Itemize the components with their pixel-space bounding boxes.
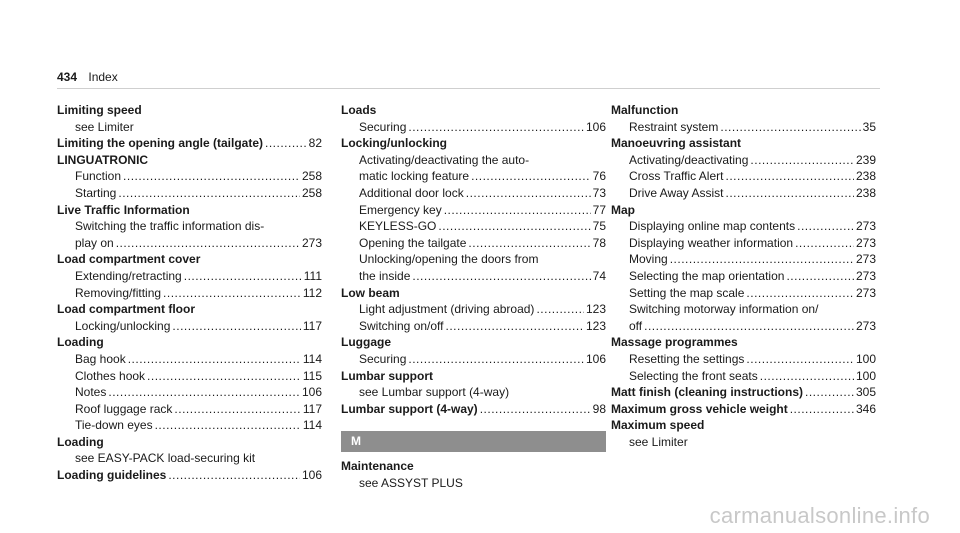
entry-text: Resetting the settings	[629, 351, 745, 366]
index-subentry: Activating/deactivating the auto-	[359, 152, 530, 167]
entry-text: Switching on/off	[359, 318, 444, 333]
leader-dots	[412, 268, 590, 285]
index-entry-heading	[611, 334, 876, 351]
entry-text: Massage programmes	[611, 335, 738, 350]
entry-text: Opening the tailgate	[359, 235, 467, 250]
page-header-title: Index	[88, 70, 118, 84]
watermark: carmanualsonline.info	[709, 503, 930, 528]
entry-text: Securing	[359, 119, 407, 134]
leader-dots	[118, 185, 300, 202]
page-reference[interactable]: 76	[592, 169, 606, 184]
entry-text: Locking/unlocking	[75, 318, 171, 333]
index-entry-heading	[57, 152, 322, 169]
entry-text: Maximum speed	[611, 418, 705, 433]
index-subentry	[611, 168, 876, 185]
entry-text: Maximum gross vehicle weight	[611, 401, 788, 416]
entry-text: Selecting the front seats	[629, 368, 758, 383]
index-subentry	[57, 235, 322, 252]
leader-dots	[168, 467, 300, 484]
index-subentry	[57, 285, 322, 302]
entry-text: Locking/unlocking	[341, 136, 448, 151]
index-entry-heading	[57, 467, 322, 484]
page-reference[interactable]: 111	[303, 268, 322, 283]
entry-text: Malfunction	[611, 103, 679, 117]
page-header	[57, 70, 118, 84]
entry-text: Setting the map scale	[629, 285, 745, 300]
leader-dots	[468, 235, 590, 252]
index-subentry	[57, 368, 322, 385]
entry-text: Limiting speed	[57, 103, 142, 117]
page-reference[interactable]: 100	[855, 368, 876, 383]
index-subentry	[57, 268, 322, 285]
leader-dots	[444, 202, 591, 219]
leader-dots	[408, 119, 584, 136]
header-rule	[57, 88, 880, 89]
page-reference[interactable]: 273	[855, 235, 876, 250]
entry-text: Restraint system	[629, 119, 719, 134]
leader-dots	[746, 285, 854, 302]
index-subentry	[57, 351, 322, 368]
entry-text: Tie-down eyes	[75, 418, 153, 433]
entry-text: Limiting the opening angle (tailgate)	[57, 136, 263, 151]
index-entry-heading	[611, 384, 876, 401]
index-subentry	[341, 301, 606, 318]
page-reference[interactable]: 98	[592, 401, 606, 416]
leader-dots	[155, 417, 301, 434]
leader-dots	[123, 168, 300, 185]
index-subentry: Switching the traffic information dis-	[75, 219, 265, 234]
index-subentry	[341, 202, 606, 219]
index-entry-heading	[611, 401, 876, 418]
entry-text: Function	[75, 169, 122, 184]
index-subentry	[611, 152, 876, 169]
index-subentry	[611, 351, 876, 368]
index-subentry	[611, 251, 876, 268]
page-reference[interactable]: 123	[585, 318, 606, 333]
index-entry-heading	[57, 135, 322, 152]
page-reference[interactable]: 273	[855, 252, 876, 267]
leader-dots	[480, 401, 591, 418]
page-reference[interactable]: 73	[592, 185, 606, 200]
index-subentry	[341, 185, 606, 202]
entry-text: Map	[611, 202, 635, 217]
entry-text: Lumbar support	[341, 368, 433, 383]
index-entry-heading	[341, 334, 606, 351]
index-subentry	[57, 185, 322, 202]
index-subentry	[611, 235, 876, 252]
page-reference[interactable]: 82	[308, 136, 322, 151]
entry-text: Extending/retracting	[75, 268, 182, 283]
index-entry-heading	[611, 202, 876, 219]
entry-text: Removing/fitting	[75, 285, 162, 300]
index-subentry: see Limiter	[629, 434, 688, 449]
entry-text: Load compartment cover	[57, 252, 201, 267]
page-reference[interactable]: 75	[592, 219, 606, 234]
page-reference[interactable]: 117	[302, 318, 322, 333]
index-entry-heading	[611, 417, 876, 434]
index-entry-heading	[341, 285, 606, 302]
entry-text: Clothes hook	[75, 368, 146, 383]
entry-text: Displaying weather information	[629, 235, 794, 250]
leader-dots	[446, 318, 584, 335]
entry-text: Additional door lock	[359, 185, 464, 200]
entry-text: Load compartment floor	[57, 302, 196, 317]
page-reference[interactable]: 239	[855, 152, 876, 167]
leader-dots	[163, 285, 301, 302]
index-entry-heading	[57, 334, 322, 351]
entry-text: KEYLESS-GO	[359, 219, 437, 234]
entry-text: Live Traffic Information	[57, 202, 190, 217]
index-subentry	[341, 235, 606, 252]
entry-text: Luggage	[341, 335, 391, 350]
entry-text: Light adjustment (driving abroad)	[359, 302, 535, 317]
index-column-3	[611, 102, 876, 450]
index-entry-heading	[57, 434, 322, 451]
index-entry-heading	[341, 368, 606, 385]
entry-text: Loads	[341, 103, 377, 117]
index-subentry	[611, 368, 876, 385]
page-reference[interactable]: 78	[592, 235, 606, 250]
leader-dots	[786, 268, 854, 285]
leader-dots	[720, 119, 860, 136]
page-reference[interactable]: 74	[592, 268, 606, 283]
leader-dots	[438, 218, 590, 235]
entry-text: Moving	[629, 252, 668, 267]
index-subentry	[341, 168, 606, 185]
leader-dots	[466, 185, 591, 202]
page-reference[interactable]: 123	[585, 302, 606, 317]
index-column-1	[57, 102, 322, 484]
index-subentry	[57, 318, 322, 335]
leader-dots	[790, 401, 854, 418]
index-subentry	[611, 268, 876, 285]
index-subentry	[341, 268, 606, 285]
index-entry-heading	[57, 301, 322, 318]
entry-text: play on	[75, 235, 114, 250]
page-reference[interactable]: 115	[302, 368, 322, 383]
page-number: 434	[57, 70, 78, 84]
leader-dots	[174, 401, 300, 418]
leader-dots	[265, 135, 307, 152]
index-subentry: see Lumbar support (4-way)	[359, 385, 510, 400]
index-entry-heading	[57, 102, 322, 119]
leader-dots	[128, 351, 301, 368]
index-subentry	[611, 185, 876, 202]
leader-dots	[797, 218, 854, 235]
entry-text: off	[629, 318, 643, 333]
index-column-2	[341, 102, 606, 491]
index-subentry	[341, 318, 606, 335]
index-entry-heading	[57, 202, 322, 219]
leader-dots	[184, 268, 302, 285]
page-reference[interactable]: 273	[855, 219, 876, 234]
page-reference[interactable]: 258	[301, 169, 322, 184]
leader-dots	[471, 168, 591, 185]
index-entry-heading	[341, 401, 606, 418]
index-subentry	[611, 218, 876, 235]
leader-dots	[408, 351, 584, 368]
entry-text: Roof luggage rack	[75, 401, 173, 416]
entry-text: Matt finish (cleaning instructions)	[611, 385, 804, 400]
leader-dots	[670, 251, 854, 268]
entry-text: Bag hook	[75, 351, 126, 366]
leader-dots	[116, 235, 300, 252]
index-subentry	[57, 384, 322, 401]
entry-text: Manoeuvring assistant	[611, 136, 742, 151]
index-subentry: see ASSYST PLUS	[359, 475, 463, 490]
entry-text: LINGUATRONIC	[57, 152, 149, 167]
index-entry-heading	[611, 102, 876, 119]
page-reference[interactable]: 258	[301, 185, 322, 200]
index-subentry	[611, 119, 876, 136]
index-entry-heading	[57, 251, 322, 268]
page-reference[interactable]: 106	[585, 351, 606, 366]
page-reference[interactable]: 100	[855, 351, 876, 366]
index-subentry	[611, 285, 876, 302]
leader-dots	[147, 368, 301, 385]
index-subentry	[57, 168, 322, 185]
entry-text: matic locking feature	[359, 169, 470, 184]
page-reference[interactable]: 106	[585, 119, 606, 134]
index-entry-heading	[341, 458, 606, 475]
entry-text: Drive Away Assist	[629, 185, 724, 200]
index-subentry: Switching motorway information on/	[629, 302, 819, 317]
page-reference[interactable]: 238	[855, 169, 876, 184]
leader-dots	[750, 152, 854, 169]
index-entry-heading	[611, 135, 876, 152]
leader-dots	[725, 168, 853, 185]
entry-text: Loading guidelines	[57, 468, 167, 483]
index-letter-heading: M	[341, 431, 606, 452]
index-subentry: see EASY-PACK load-securing kit	[75, 451, 256, 466]
leader-dots	[760, 368, 854, 385]
entry-text: Lumbar support (4-way)	[341, 401, 478, 416]
entry-text: the inside	[359, 268, 411, 283]
entry-text: Loading	[57, 434, 104, 449]
leader-dots	[746, 351, 854, 368]
index-subentry	[341, 218, 606, 235]
leader-dots	[536, 301, 584, 318]
leader-dots	[108, 384, 300, 401]
entry-text: Activating/deactivating	[629, 152, 749, 167]
page-reference[interactable]: 106	[301, 468, 322, 483]
leader-dots	[805, 384, 854, 401]
index-entry-heading	[341, 102, 606, 119]
index-entry-heading	[341, 135, 606, 152]
entry-text: Maintenance	[341, 459, 414, 474]
index-subentry	[611, 318, 876, 335]
index-subentry: Unlocking/opening the doors from	[359, 252, 539, 267]
entry-text: Starting	[75, 185, 117, 200]
page-reference[interactable]: 238	[855, 185, 876, 200]
entry-text: Low beam	[341, 285, 400, 300]
entry-text: Selecting the map orientation	[629, 268, 785, 283]
leader-dots	[795, 235, 854, 252]
page-reference[interactable]: 106	[301, 385, 322, 400]
page-reference[interactable]: 35	[862, 119, 876, 134]
entry-text: Displaying online map contents	[629, 219, 796, 234]
page-reference[interactable]: 114	[302, 351, 322, 366]
page-reference[interactable]: 273	[301, 235, 322, 250]
index-subentry	[57, 417, 322, 434]
entry-text: Notes	[75, 385, 107, 400]
leader-dots	[172, 318, 300, 335]
page-reference[interactable]: 273	[855, 268, 876, 283]
page-reference[interactable]: 117	[302, 401, 322, 416]
entry-text: Loading	[57, 335, 104, 350]
entry-text: Emergency key	[359, 202, 442, 217]
index-subentry	[341, 119, 606, 136]
index-subentry	[57, 401, 322, 418]
leader-dots	[644, 318, 854, 335]
page-reference[interactable]: 305	[855, 385, 876, 400]
page-reference[interactable]: 273	[855, 285, 876, 300]
page-reference[interactable]: 114	[302, 418, 322, 433]
page-reference[interactable]: 273	[855, 318, 876, 333]
index-subentry	[341, 351, 606, 368]
entry-text: Securing	[359, 351, 407, 366]
entry-text: Cross Traffic Alert	[629, 169, 724, 184]
page-reference[interactable]: 346	[855, 401, 876, 416]
page-reference[interactable]: 77	[592, 202, 606, 217]
leader-dots	[725, 185, 853, 202]
index-subentry: see Limiter	[75, 119, 134, 134]
page-reference[interactable]: 112	[302, 285, 322, 300]
